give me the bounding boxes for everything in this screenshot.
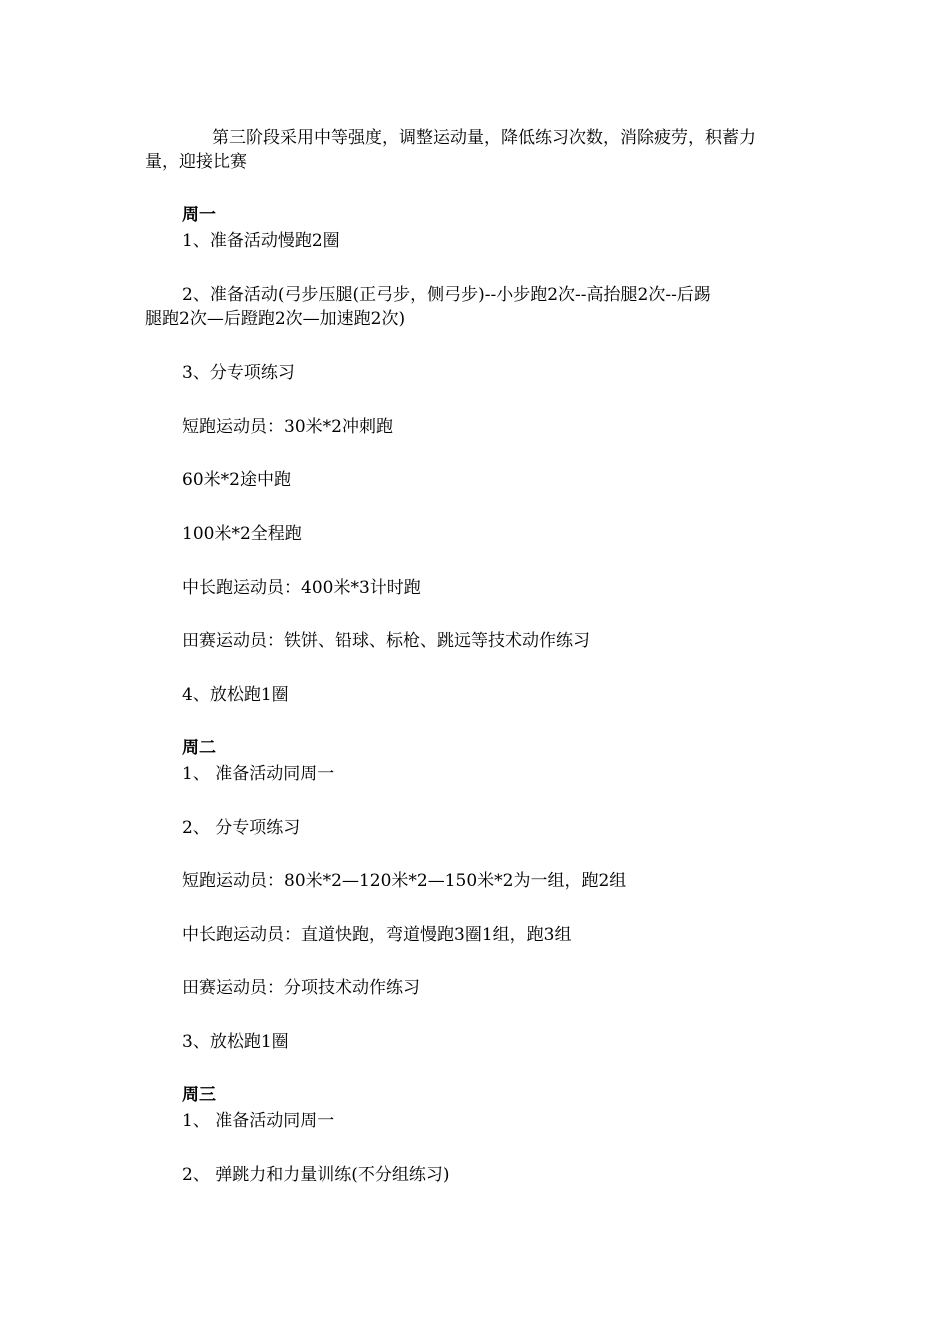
monday-item-4: 4、放松跑1圈 [182,685,289,705]
monday-middle-distance: 中长跑运动员：400米*3计时跑 [182,578,421,598]
monday-field-events: 田赛运动员：铁饼、铅球、标枪、跳远等技术动作练习 [182,631,590,651]
intro-paragraph-line-1: 第三阶段采用中等强度，调整运动量，降低练习次数，消除疲劳，积蓄力 [212,128,756,148]
wednesday-item-2: 2、 弹跳力和力量训练(不分组练习) [182,1165,450,1185]
intro-paragraph-line-2: 量，迎接比赛 [145,152,247,172]
monday-item-2-line-2: 腿跑2次—后蹬跑2次—加速跑2次) [145,309,406,329]
monday-item-2-line-1: 2、准备活动(弓步压腿(正弓步，侧弓步)--小步跑2次--高抬腿2次--后踢 [182,285,711,305]
wednesday-item-1: 1、 准备活动同周一 [182,1111,335,1131]
tuesday-heading: 周二 [182,738,216,758]
tuesday-sprint: 短跑运动员：80米*2—120米*2—150米*2为一组，跑2组 [182,871,627,891]
tuesday-item-1: 1、 准备活动同周一 [182,764,335,784]
monday-sprint-line-2: 60米*2途中跑 [182,470,291,490]
tuesday-item-3: 3、放松跑1圈 [182,1032,289,1052]
tuesday-item-2: 2、 分专项练习 [182,818,301,838]
tuesday-field-events: 田赛运动员：分项技术动作练习 [182,978,420,998]
monday-sprint-line-3: 100米*2全程跑 [182,524,302,544]
wednesday-heading: 周三 [182,1085,216,1105]
monday-item-1: 1、准备活动慢跑2圈 [182,231,340,251]
tuesday-middle-distance: 中长跑运动员：直道快跑，弯道慢跑3圈1组，跑3组 [182,925,572,945]
monday-heading: 周一 [182,205,216,225]
monday-sprint-line-1: 短跑运动员：30米*2冲刺跑 [182,417,393,437]
monday-item-3: 3、分专项练习 [182,363,295,383]
